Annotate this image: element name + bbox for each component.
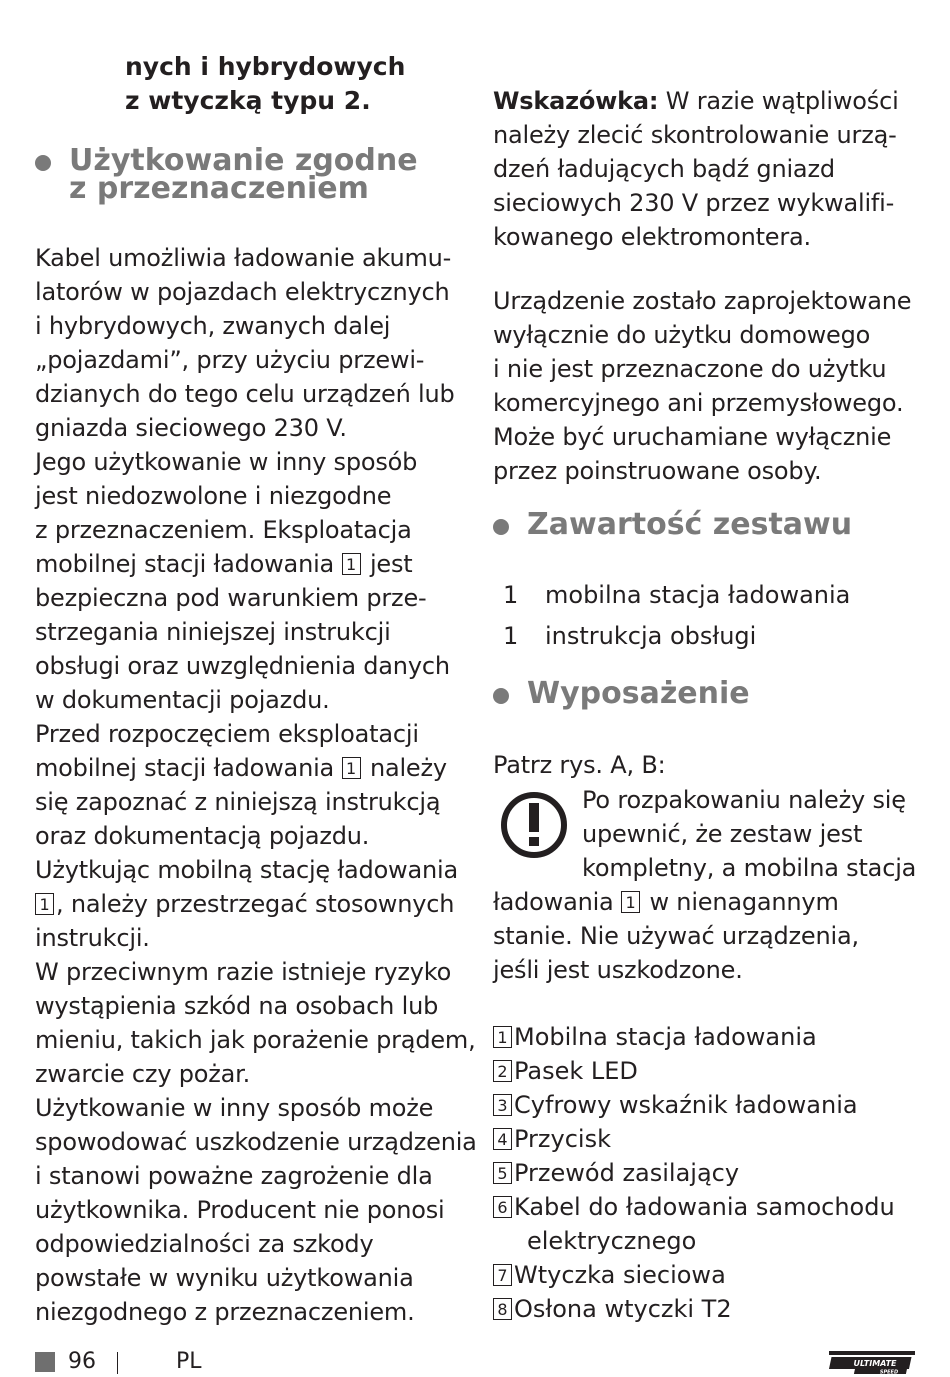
text-line — [493, 84, 899, 118]
heading-line: Użytkowanie zgodne — [69, 143, 418, 178]
footer-divider — [117, 1352, 118, 1374]
text-line: i nie jest przeznaczone do użytku — [493, 355, 887, 383]
text-line: powstałe w wyniku użytkowania — [35, 1264, 414, 1292]
text-line: kowanego elektromontera. — [493, 223, 811, 251]
text-line: „pojazdami”, przy użyciu przewi- — [35, 346, 425, 374]
text-line: gniazda sieciowego 230 V. — [35, 414, 347, 442]
footer-marker — [35, 1352, 55, 1372]
text-line: sieciowych 230 V przez wykwalifi- — [493, 189, 895, 217]
text-line: kompletny, a mobilna stacja — [582, 854, 917, 882]
text-line: jest niedozwolone i niezgodne — [35, 482, 392, 510]
text-line — [35, 547, 413, 581]
hint-label: Wskazówka: — [493, 87, 659, 115]
part-name: Mobilna stacja ładowania — [514, 1023, 817, 1051]
part-number-badge: 8 — [493, 1298, 512, 1320]
text-fragment: W razie wątpliwości — [665, 87, 899, 115]
svg-text:SPEED: SPEED — [879, 1369, 899, 1374]
text-line: Urządzenie zostało zaprojektowane — [493, 287, 912, 315]
text-line: Po rozpakowaniu należy się — [582, 786, 906, 814]
part-ref-badge: 1 — [621, 891, 640, 913]
text-line: mieniu, takich jak porażenie prądem, — [35, 1026, 476, 1054]
part-number-badge: 2 — [493, 1060, 512, 1082]
bullet-icon — [493, 688, 509, 704]
part-number-badge: 7 — [493, 1264, 512, 1286]
text-line: Przed rozpoczęciem eksploatacji — [35, 720, 419, 748]
part-ref-badge: 1 — [35, 893, 54, 915]
heading-line: z przeznaczeniem — [69, 171, 369, 206]
section-heading-contents — [493, 507, 913, 543]
bullet-icon — [493, 519, 509, 535]
heading-text: Zawartość zestawu — [527, 507, 853, 542]
text-line: Użytkowanie w inny sposób może — [35, 1094, 434, 1122]
part-ref-badge: 1 — [342, 757, 361, 779]
text-line: użytkownika. Producent nie ponosi — [35, 1196, 445, 1224]
list-item — [493, 1258, 726, 1292]
text-line: stanie. Nie używać urządzenia, — [493, 922, 859, 950]
text-line: niezgodnego z przeznaczeniem. — [35, 1298, 415, 1326]
exclamation-warning-icon — [499, 790, 569, 860]
section-heading-equipment — [493, 676, 913, 712]
text-line: wyłącznie do użytku domowego — [493, 321, 871, 349]
text-line: Jego użytkowanie w inny sposób — [35, 448, 418, 476]
text-line: upewnić, że zestaw jest — [582, 820, 863, 848]
list-item — [503, 619, 903, 653]
language-code: PL — [176, 1349, 202, 1374]
text-line — [35, 887, 454, 921]
list-item — [493, 1156, 739, 1190]
section-heading-intended-use — [35, 143, 455, 207]
heading-text: Wyposażenie — [527, 676, 750, 711]
page-number: 96 — [68, 1349, 96, 1374]
text-line: spowodować uszkodzenie urządzenia — [35, 1128, 477, 1156]
part-name: Osłona wtyczki T2 — [514, 1295, 732, 1323]
text-line: wystąpienia szkód na osobach lub — [35, 992, 439, 1020]
list-item — [493, 1020, 817, 1054]
part-number-badge: 3 — [493, 1094, 512, 1116]
text-line — [35, 751, 447, 785]
part-name: Kabel do ładowania samochodu — [514, 1193, 895, 1221]
list-item-continuation: elektrycznego — [527, 1227, 697, 1255]
part-number-badge: 1 — [493, 1026, 512, 1048]
part-number-badge: 4 — [493, 1128, 512, 1150]
text-fragment: , należy przestrzegać stosownych — [56, 890, 455, 918]
item-qty: 1 — [503, 581, 519, 609]
text-fragment: ładowania — [493, 888, 614, 916]
item-name: instrukcja obsługi — [545, 622, 757, 650]
text-line: bezpieczna pod warunkiem prze- — [35, 584, 427, 612]
text-line: w dokumentacji pojazdu. — [35, 686, 330, 714]
text-line: z przeznaczeniem. Eksploatacja — [35, 516, 412, 544]
text-line: się zapoznać z niniejszą instrukcją — [35, 788, 441, 816]
text-fragment: mobilnej stacji ładowania — [35, 550, 335, 578]
intro-title-line: z wtyczką typu 2. — [125, 86, 371, 115]
brand-logo — [829, 1350, 915, 1374]
intro-title — [125, 50, 405, 118]
part-number-badge: 6 — [493, 1196, 512, 1218]
part-name: Pasek LED — [514, 1057, 638, 1085]
text-fragment: mobilnej stacji ładowania — [35, 754, 335, 782]
part-ref-badge: 1 — [342, 553, 361, 575]
text-line: strzegania niniejszej instrukcji — [35, 618, 391, 646]
text-line: dzianych do tego celu urządzeń lub — [35, 380, 455, 408]
text-line: odpowiedzialności za szkody — [35, 1230, 374, 1258]
text-line: należy zlecić skontrolowanie urzą- — [493, 121, 897, 149]
item-name: mobilna stacja ładowania — [545, 581, 851, 609]
see-figure: Patrz rys. A, B: — [493, 751, 666, 779]
part-name: Wtyczka sieciowa — [514, 1261, 726, 1289]
text-line: latorów w pojazdach elektrycznych — [35, 278, 450, 306]
list-item — [493, 1088, 858, 1122]
intro-title-line: nych i hybrydowych — [125, 52, 406, 81]
text-line: W przeciwnym razie istnieje ryzyko — [35, 958, 452, 986]
part-number-badge: 5 — [493, 1162, 512, 1184]
list-item — [493, 1054, 638, 1088]
item-qty: 1 — [503, 622, 519, 650]
part-name: Cyfrowy wskaźnik ładowania — [514, 1091, 858, 1119]
bullet-icon — [35, 155, 51, 171]
text-line: jeśli jest uszkodzone. — [493, 956, 743, 984]
text-line: i hybrydowych, zwanych dalej — [35, 312, 391, 340]
list-item — [493, 1292, 732, 1326]
part-name: Przewód zasilający — [514, 1159, 740, 1187]
list-item — [493, 1122, 611, 1156]
text-line: przez poinstruowane osoby. — [493, 457, 822, 485]
svg-text:ULTIMATE: ULTIMATE — [853, 1359, 897, 1368]
text-line: Użytkując mobilną stację ładowania — [35, 856, 458, 884]
text-line: oraz dokumentacją pojazdu. — [35, 822, 370, 850]
text-fragment: należy — [369, 754, 447, 782]
part-name: Przycisk — [514, 1125, 611, 1153]
text-line — [493, 885, 839, 919]
text-line: obsługi oraz uwzględnienia danych — [35, 652, 450, 680]
text-line: komercyjnego ani przemysłowego. — [493, 389, 904, 417]
text-fragment: jest — [369, 550, 413, 578]
list-item — [503, 578, 903, 612]
text-line: dzeń ładujących bądź gniazd — [493, 155, 835, 183]
list-item — [493, 1190, 895, 1224]
text-line: Może być uruchamiane wyłącznie — [493, 423, 892, 451]
text-line: zwarcie czy pożar. — [35, 1060, 251, 1088]
text-line: Kabel umożliwia ładowanie akumu- — [35, 244, 452, 272]
text-line: i stanowi poważne zagrożenie dla — [35, 1162, 433, 1190]
text-line: instrukcji. — [35, 924, 150, 952]
text-fragment: w nienagannym — [649, 888, 839, 916]
